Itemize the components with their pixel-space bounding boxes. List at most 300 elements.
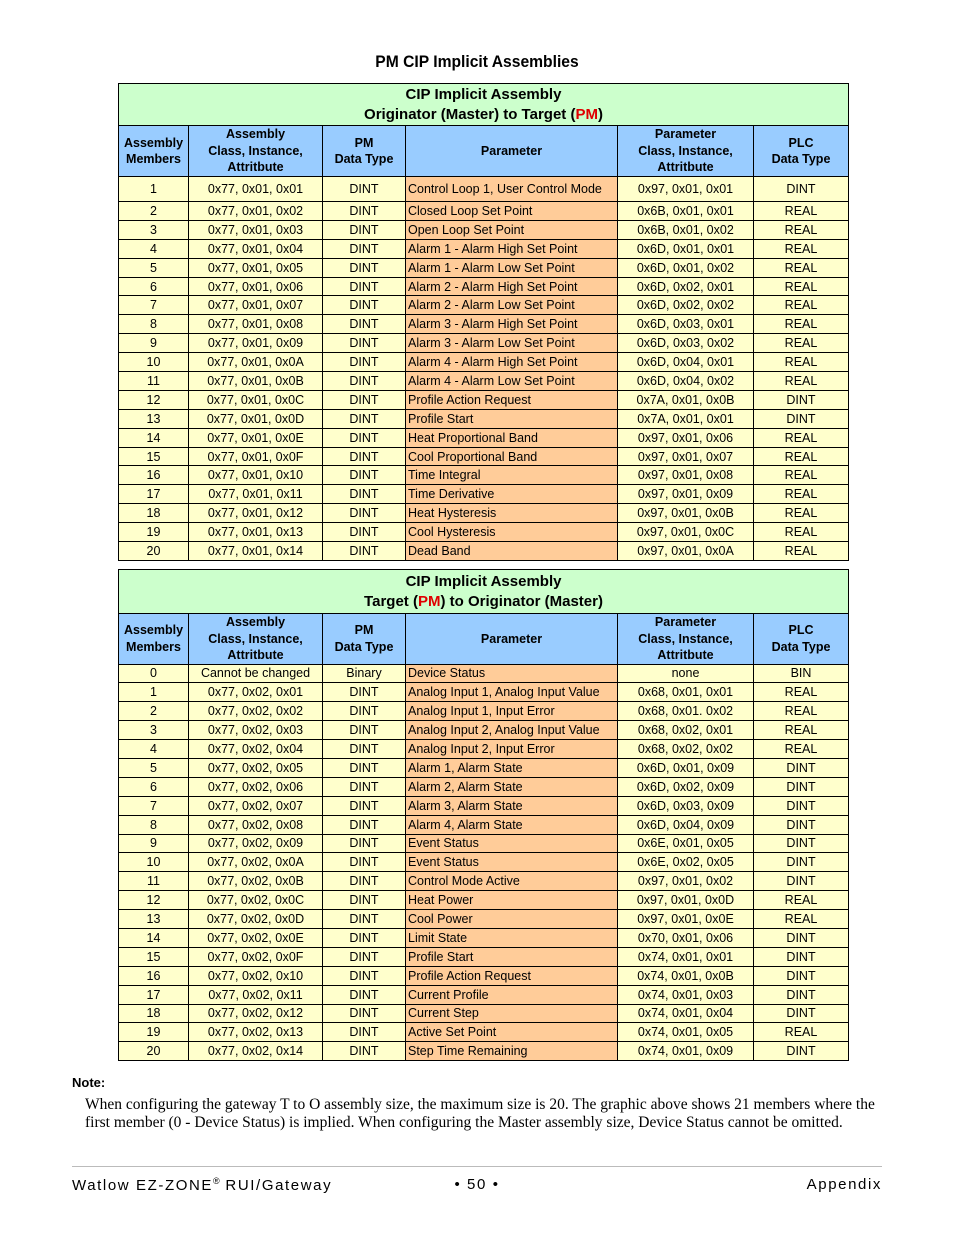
parameter-cell: Alarm 3 - Alarm High Set Point <box>406 315 618 334</box>
assembly-class-cell: 0x77, 0x02, 0x01 <box>189 683 323 702</box>
pm-data-type-cell: DINT <box>323 834 406 853</box>
parameter-class-cell: 0x97, 0x01, 0x07 <box>618 447 754 466</box>
note-heading: Note: <box>72 1075 106 1090</box>
parameter-cell: Alarm 1 - Alarm Low Set Point <box>406 258 618 277</box>
pm-data-type-cell: DINT <box>323 409 406 428</box>
pm-data-type-cell: DINT <box>323 683 406 702</box>
pm-data-type-cell: DINT <box>323 872 406 891</box>
table-row <box>119 910 849 929</box>
pm-data-type-cell: DINT <box>323 202 406 221</box>
assembly-class-cell: 0x77, 0x02, 0x0B <box>189 872 323 891</box>
parameter-class-cell: 0x6D, 0x03, 0x09 <box>618 796 754 815</box>
assembly-member-cell: 6 <box>119 277 189 296</box>
table-row <box>119 683 849 702</box>
plc-data-type-cell: BIN <box>754 664 849 683</box>
assembly-member-cell: 8 <box>119 815 189 834</box>
assembly-member-cell: 3 <box>119 721 189 740</box>
pm-data-type-cell: DINT <box>323 447 406 466</box>
parameter-cell: Time Derivative <box>406 485 618 504</box>
parameter-class-cell: 0x6E, 0x01, 0x05 <box>618 834 754 853</box>
assembly-member-cell: 2 <box>119 702 189 721</box>
plc-data-type-cell: REAL <box>754 372 849 391</box>
parameter-cell: Open Loop Set Point <box>406 220 618 239</box>
table-row <box>119 758 849 777</box>
assembly-member-cell: 11 <box>119 872 189 891</box>
assembly-member-cell: 12 <box>119 390 189 409</box>
assembly-class-cell: 0x77, 0x02, 0x06 <box>189 777 323 796</box>
plc-data-type-cell: REAL <box>754 334 849 353</box>
plc-data-type-cell: REAL <box>754 721 849 740</box>
plc-data-type-cell: REAL <box>754 702 849 721</box>
assembly-member-cell: 18 <box>119 504 189 523</box>
plc-data-type-cell: REAL <box>754 277 849 296</box>
assembly-member-cell: 14 <box>119 428 189 447</box>
table-row <box>119 966 849 985</box>
table-row <box>119 466 849 485</box>
assembly-class-cell: 0x77, 0x01, 0x0B <box>189 372 323 391</box>
plc-data-type-cell: REAL <box>754 485 849 504</box>
header-parameter-class: Parameter Class, Instance, Attritbute <box>618 614 754 665</box>
table-row <box>119 523 849 542</box>
pm-data-type-cell: DINT <box>323 815 406 834</box>
pm-data-type-cell: DINT <box>323 428 406 447</box>
assembly-member-cell: 9 <box>119 834 189 853</box>
table-row <box>119 447 849 466</box>
parameter-cell: Time Integral <box>406 466 618 485</box>
assembly-class-cell: 0x77, 0x01, 0x07 <box>189 296 323 315</box>
parameter-class-cell: 0x74, 0x01, 0x04 <box>618 1004 754 1023</box>
parameter-cell: Event Status <box>406 853 618 872</box>
plc-data-type-cell: REAL <box>754 683 849 702</box>
assembly-class-cell: 0x77, 0x02, 0x10 <box>189 966 323 985</box>
parameter-class-cell: 0x97, 0x01, 0x01 <box>618 177 754 202</box>
parameter-cell: Profile Action Request <box>406 966 618 985</box>
pm-data-type-cell: Binary <box>323 664 406 683</box>
assembly-class-cell: 0x77, 0x02, 0x11 <box>189 985 323 1004</box>
table-row <box>119 777 849 796</box>
header-assembly-class: Assembly Class, Instance, Attritbute <box>189 614 323 665</box>
assembly-member-cell: 16 <box>119 466 189 485</box>
pm-data-type-cell: DINT <box>323 1042 406 1061</box>
assembly-class-cell: 0x77, 0x01, 0x14 <box>189 542 323 561</box>
table-row <box>119 542 849 561</box>
parameter-class-cell: 0x6D, 0x03, 0x01 <box>618 315 754 334</box>
pm-data-type-cell: DINT <box>323 966 406 985</box>
plc-data-type-cell: REAL <box>754 447 849 466</box>
assembly-member-cell: 8 <box>119 315 189 334</box>
parameter-class-cell: 0x7A, 0x01, 0x0B <box>618 390 754 409</box>
parameter-cell: Alarm 3 - Alarm Low Set Point <box>406 334 618 353</box>
parameter-class-cell: 0x68, 0x01. 0x02 <box>618 702 754 721</box>
header-plc-data-type: PLC Data Type <box>754 126 849 177</box>
parameter-class-cell: 0x6D, 0x01, 0x01 <box>618 239 754 258</box>
pm-data-type-cell: DINT <box>323 177 406 202</box>
table-row <box>119 740 849 759</box>
parameter-cell: Profile Action Request <box>406 390 618 409</box>
parameter-cell: Analog Input 1, Analog Input Value <box>406 683 618 702</box>
pm-data-type-cell: DINT <box>323 390 406 409</box>
parameter-class-cell: 0x74, 0x01, 0x09 <box>618 1042 754 1061</box>
assembly-member-cell: 3 <box>119 220 189 239</box>
pm-highlight: PM <box>417 592 441 610</box>
parameter-class-cell: 0x97, 0x01, 0x0B <box>618 504 754 523</box>
parameter-cell: Alarm 1, Alarm State <box>406 758 618 777</box>
table-row <box>119 796 849 815</box>
plc-data-type-cell: REAL <box>754 910 849 929</box>
assembly-class-cell: 0x77, 0x01, 0x0E <box>189 428 323 447</box>
table-row <box>119 315 849 334</box>
assembly-class-cell: 0x77, 0x01, 0x10 <box>189 466 323 485</box>
parameter-cell: Analog Input 2, Input Error <box>406 740 618 759</box>
plc-data-type-cell: DINT <box>754 1042 849 1061</box>
assembly-member-cell: 20 <box>119 1042 189 1061</box>
table-row <box>119 928 849 947</box>
plc-data-type-cell: DINT <box>754 777 849 796</box>
plc-data-type-cell: DINT <box>754 796 849 815</box>
pm-data-type-cell: DINT <box>323 277 406 296</box>
assembly-member-cell: 11 <box>119 372 189 391</box>
assembly-class-cell: 0x77, 0x01, 0x08 <box>189 315 323 334</box>
pm-data-type-cell: DINT <box>323 334 406 353</box>
table-row <box>119 202 849 221</box>
assembly-class-cell: 0x77, 0x01, 0x04 <box>189 239 323 258</box>
assembly-class-cell: 0x77, 0x02, 0x13 <box>189 1023 323 1042</box>
table-row <box>119 721 849 740</box>
parameter-cell: Cool Power <box>406 910 618 929</box>
table-caption <box>119 84 849 126</box>
table-row <box>119 1004 849 1023</box>
assembly-member-cell: 17 <box>119 985 189 1004</box>
assembly-class-cell: Cannot be changed <box>189 664 323 683</box>
parameter-cell: Cool Proportional Band <box>406 447 618 466</box>
header-row <box>119 126 849 177</box>
plc-data-type-cell: REAL <box>754 428 849 447</box>
parameter-cell: Alarm 4, Alarm State <box>406 815 618 834</box>
parameter-class-cell: 0x6D, 0x02, 0x01 <box>618 277 754 296</box>
plc-data-type-cell: REAL <box>754 220 849 239</box>
parameter-class-cell: 0x6D, 0x02, 0x02 <box>618 296 754 315</box>
assembly-member-cell: 15 <box>119 447 189 466</box>
pm-data-type-cell: DINT <box>323 853 406 872</box>
pm-data-type-cell: DINT <box>323 928 406 947</box>
pm-data-type-cell: DINT <box>323 891 406 910</box>
parameter-class-cell: 0x6D, 0x04, 0x02 <box>618 372 754 391</box>
parameter-class-cell: 0x97, 0x01, 0x08 <box>618 466 754 485</box>
pm-data-type-cell: DINT <box>323 296 406 315</box>
plc-data-type-cell: DINT <box>754 966 849 985</box>
footer-product: Watlow EZ-ZONE® RUI/Gateway <box>72 1176 333 1194</box>
assembly-member-cell: 18 <box>119 1004 189 1023</box>
header-assembly-class: Assembly Class, Instance, Attritbute <box>189 126 323 177</box>
pm-data-type-cell: DINT <box>323 758 406 777</box>
pm-data-type-cell: DINT <box>323 485 406 504</box>
plc-data-type-cell: DINT <box>754 947 849 966</box>
table-row <box>119 853 849 872</box>
plc-data-type-cell: REAL <box>754 504 849 523</box>
table-row <box>119 947 849 966</box>
assembly-class-cell: 0x77, 0x01, 0x05 <box>189 258 323 277</box>
parameter-class-cell: 0x6B, 0x01, 0x02 <box>618 220 754 239</box>
parameter-class-cell: 0x6D, 0x03, 0x02 <box>618 334 754 353</box>
assembly-class-cell: 0x77, 0x02, 0x05 <box>189 758 323 777</box>
assembly-member-cell: 5 <box>119 758 189 777</box>
parameter-class-cell: 0x97, 0x01, 0x09 <box>618 485 754 504</box>
assembly-class-cell: 0x77, 0x01, 0x13 <box>189 523 323 542</box>
assembly-member-cell: 0 <box>119 664 189 683</box>
assembly-class-cell: 0x77, 0x01, 0x0A <box>189 353 323 372</box>
parameter-class-cell: 0x97, 0x01, 0x0C <box>618 523 754 542</box>
plc-data-type-cell: REAL <box>754 740 849 759</box>
parameter-cell: Limit State <box>406 928 618 947</box>
assembly-member-cell: 20 <box>119 542 189 561</box>
assembly-class-cell: 0x77, 0x01, 0x02 <box>189 202 323 221</box>
assembly-class-cell: 0x77, 0x02, 0x0D <box>189 910 323 929</box>
plc-data-type-cell: DINT <box>754 1004 849 1023</box>
parameter-class-cell: 0x6E, 0x02, 0x05 <box>618 853 754 872</box>
table-row <box>119 177 849 202</box>
parameter-cell: Profile Start <box>406 947 618 966</box>
table-row <box>119 815 849 834</box>
table-row <box>119 504 849 523</box>
parameter-class-cell: 0x6D, 0x02, 0x09 <box>618 777 754 796</box>
parameter-class-cell: 0x6D, 0x01, 0x02 <box>618 258 754 277</box>
assembly-class-cell: 0x77, 0x02, 0x0C <box>189 891 323 910</box>
plc-data-type-cell: REAL <box>754 296 849 315</box>
table-row <box>119 409 849 428</box>
parameter-class-cell: 0x97, 0x01, 0x0E <box>618 910 754 929</box>
table-row <box>119 390 849 409</box>
assembly-member-cell: 10 <box>119 353 189 372</box>
assembly-class-cell: 0x77, 0x02, 0x0E <box>189 928 323 947</box>
parameter-class-cell: 0x70, 0x01, 0x06 <box>618 928 754 947</box>
parameter-cell: Heat Power <box>406 891 618 910</box>
assembly-member-cell: 2 <box>119 202 189 221</box>
assembly-class-cell: 0x77, 0x02, 0x09 <box>189 834 323 853</box>
header-assembly-members: Assembly Members <box>119 126 189 177</box>
parameter-class-cell: 0x6B, 0x01, 0x01 <box>618 202 754 221</box>
header-assembly-members: Assembly Members <box>119 614 189 665</box>
assembly-member-cell: 19 <box>119 1023 189 1042</box>
parameter-cell: Analog Input 1, Input Error <box>406 702 618 721</box>
assembly-member-cell: 1 <box>119 177 189 202</box>
plc-data-type-cell: DINT <box>754 872 849 891</box>
assembly-member-cell: 6 <box>119 777 189 796</box>
table-row <box>119 702 849 721</box>
plc-data-type-cell: REAL <box>754 258 849 277</box>
assembly-member-cell: 7 <box>119 296 189 315</box>
table-row <box>119 296 849 315</box>
assembly-member-cell: 13 <box>119 409 189 428</box>
parameter-cell: Cool Hysteresis <box>406 523 618 542</box>
pm-data-type-cell: DINT <box>323 1004 406 1023</box>
parameter-class-cell: 0x68, 0x02, 0x01 <box>618 721 754 740</box>
header-parameter-class: Parameter Class, Instance, Attritbute <box>618 126 754 177</box>
plc-data-type-cell: DINT <box>754 928 849 947</box>
pm-data-type-cell: DINT <box>323 353 406 372</box>
parameter-cell: Profile Start <box>406 409 618 428</box>
pm-data-type-cell: DINT <box>323 985 406 1004</box>
table-row <box>119 334 849 353</box>
assembly-member-cell: 16 <box>119 966 189 985</box>
table-row <box>119 239 849 258</box>
plc-data-type-cell: REAL <box>754 466 849 485</box>
note-text: When configuring the gateway T to O assembly size, the maximum size is 20. The graphic above shows 21 members where the first member (0 - Device Status) is implied. When configuring the Master assembly size, Device Status cannot be omitted. <box>85 1096 875 1131</box>
pm-data-type-cell: DINT <box>323 1023 406 1042</box>
parameter-cell: Device Status <box>406 664 618 683</box>
table-row <box>119 353 849 372</box>
parameter-cell: Control Loop 1, User Control Mode <box>406 177 618 202</box>
caption-line-1: CIP Implicit Assembly <box>405 572 562 590</box>
table-row <box>119 428 849 447</box>
plc-data-type-cell: REAL <box>754 315 849 334</box>
assembly-table-t-to-o <box>118 569 849 1061</box>
parameter-cell: Active Set Point <box>406 1023 618 1042</box>
parameter-class-cell: none <box>618 664 754 683</box>
parameter-cell: Step Time Remaining <box>406 1042 618 1061</box>
table-row <box>119 834 849 853</box>
plc-data-type-cell: REAL <box>754 202 849 221</box>
assembly-table-o-to-t <box>118 83 849 561</box>
table-row <box>119 1023 849 1042</box>
assembly-member-cell: 7 <box>119 796 189 815</box>
parameter-cell: Alarm 2 - Alarm High Set Point <box>406 277 618 296</box>
parameter-cell: Dead Band <box>406 542 618 561</box>
table-row <box>119 485 849 504</box>
parameter-class-cell: 0x6D, 0x04, 0x09 <box>618 815 754 834</box>
parameter-cell: Closed Loop Set Point <box>406 202 618 221</box>
header-plc-data-type: PLC Data Type <box>754 614 849 665</box>
pm-data-type-cell: DINT <box>323 721 406 740</box>
assembly-class-cell: 0x77, 0x02, 0x08 <box>189 815 323 834</box>
plc-data-type-cell: REAL <box>754 891 849 910</box>
assembly-class-cell: 0x77, 0x01, 0x03 <box>189 220 323 239</box>
assembly-class-cell: 0x77, 0x02, 0x02 <box>189 702 323 721</box>
parameter-cell: Heat Hysteresis <box>406 504 618 523</box>
parameter-cell: Heat Proportional Band <box>406 428 618 447</box>
parameter-cell: Event Status <box>406 834 618 853</box>
assembly-member-cell: 4 <box>119 740 189 759</box>
assembly-class-cell: 0x77, 0x02, 0x0A <box>189 853 323 872</box>
assembly-member-cell: 10 <box>119 853 189 872</box>
parameter-cell: Alarm 2 - Alarm Low Set Point <box>406 296 618 315</box>
parameter-cell: Alarm 1 - Alarm High Set Point <box>406 239 618 258</box>
pm-data-type-cell: DINT <box>323 466 406 485</box>
table-row <box>119 891 849 910</box>
assembly-member-cell: 12 <box>119 891 189 910</box>
parameter-class-cell: 0x97, 0x01, 0x02 <box>618 872 754 891</box>
pm-data-type-cell: DINT <box>323 777 406 796</box>
parameter-class-cell: 0x74, 0x01, 0x01 <box>618 947 754 966</box>
table-row <box>119 277 849 296</box>
plc-data-type-cell: DINT <box>754 985 849 1004</box>
pm-data-type-cell: DINT <box>323 372 406 391</box>
header-pm-data-type: PM Data Type <box>323 614 406 665</box>
assembly-member-cell: 1 <box>119 683 189 702</box>
footer-section: Appendix <box>806 1176 882 1193</box>
assembly-member-cell: 15 <box>119 947 189 966</box>
parameter-class-cell: 0x74, 0x01, 0x03 <box>618 985 754 1004</box>
header-parameter: Parameter <box>406 126 618 177</box>
plc-data-type-cell: REAL <box>754 1023 849 1042</box>
assembly-class-cell: 0x77, 0x01, 0x01 <box>189 177 323 202</box>
assembly-member-cell: 4 <box>119 239 189 258</box>
assembly-class-cell: 0x77, 0x01, 0x0C <box>189 390 323 409</box>
plc-data-type-cell: REAL <box>754 353 849 372</box>
pm-data-type-cell: DINT <box>323 702 406 721</box>
header-parameter: Parameter <box>406 614 618 665</box>
parameter-class-cell: 0x6D, 0x04, 0x01 <box>618 353 754 372</box>
assembly-class-cell: 0x77, 0x01, 0x0D <box>189 409 323 428</box>
plc-data-type-cell: DINT <box>754 758 849 777</box>
parameter-class-cell: 0x74, 0x01, 0x0B <box>618 966 754 985</box>
parameter-class-cell: 0x97, 0x01, 0x06 <box>618 428 754 447</box>
assembly-class-cell: 0x77, 0x01, 0x0F <box>189 447 323 466</box>
table-row <box>119 258 849 277</box>
parameter-class-cell: 0x97, 0x01, 0x0D <box>618 891 754 910</box>
parameter-class-cell: 0x74, 0x01, 0x05 <box>618 1023 754 1042</box>
pm-data-type-cell: DINT <box>323 220 406 239</box>
parameter-class-cell: 0x68, 0x01, 0x01 <box>618 683 754 702</box>
parameter-class-cell: 0x97, 0x01, 0x0A <box>618 542 754 561</box>
plc-data-type-cell: REAL <box>754 542 849 561</box>
assembly-member-cell: 13 <box>119 910 189 929</box>
pm-data-type-cell: DINT <box>323 910 406 929</box>
assembly-class-cell: 0x77, 0x02, 0x0F <box>189 947 323 966</box>
assembly-class-cell: 0x77, 0x02, 0x03 <box>189 721 323 740</box>
assembly-class-cell: 0x77, 0x02, 0x14 <box>189 1042 323 1061</box>
parameter-cell: Current Profile <box>406 985 618 1004</box>
pm-data-type-cell: DINT <box>323 504 406 523</box>
pm-data-type-cell: DINT <box>323 740 406 759</box>
assembly-class-cell: 0x77, 0x02, 0x07 <box>189 796 323 815</box>
parameter-class-cell: 0x6D, 0x01, 0x09 <box>618 758 754 777</box>
pm-data-type-cell: DINT <box>323 239 406 258</box>
parameter-cell: Alarm 3, Alarm State <box>406 796 618 815</box>
parameter-class-cell: 0x7A, 0x01, 0x01 <box>618 409 754 428</box>
table-row <box>119 664 849 683</box>
plc-data-type-cell: DINT <box>754 177 849 202</box>
assembly-member-cell: 9 <box>119 334 189 353</box>
assembly-member-cell: 5 <box>119 258 189 277</box>
table-row <box>119 985 849 1004</box>
caption-line-1: CIP Implicit Assembly <box>405 85 562 103</box>
pm-data-type-cell: DINT <box>323 542 406 561</box>
plc-data-type-cell: DINT <box>754 390 849 409</box>
pm-data-type-cell: DINT <box>323 947 406 966</box>
parameter-cell: Current Step <box>406 1004 618 1023</box>
header-row <box>119 614 849 665</box>
page-title: PM CIP Implicit Assemblies <box>375 52 579 71</box>
assembly-member-cell: 14 <box>119 928 189 947</box>
plc-data-type-cell: DINT <box>754 409 849 428</box>
pm-data-type-cell: DINT <box>323 523 406 542</box>
parameter-cell: Alarm 4 - Alarm High Set Point <box>406 353 618 372</box>
header-pm-data-type: PM Data Type <box>323 126 406 177</box>
assembly-class-cell: 0x77, 0x01, 0x09 <box>189 334 323 353</box>
plc-data-type-cell: DINT <box>754 853 849 872</box>
footer-page-number: • 50 • <box>454 1176 500 1193</box>
pm-data-type-cell: DINT <box>323 258 406 277</box>
footer-rule <box>72 1166 882 1167</box>
parameter-class-cell: 0x68, 0x02, 0x02 <box>618 740 754 759</box>
caption-line-2: Target (PM) to Originator (Master) <box>364 592 603 610</box>
assembly-class-cell: 0x77, 0x02, 0x12 <box>189 1004 323 1023</box>
table-row <box>119 220 849 239</box>
assembly-class-cell: 0x77, 0x01, 0x11 <box>189 485 323 504</box>
pm-data-type-cell: DINT <box>323 796 406 815</box>
assembly-class-cell: 0x77, 0x02, 0x04 <box>189 740 323 759</box>
assembly-class-cell: 0x77, 0x01, 0x12 <box>189 504 323 523</box>
